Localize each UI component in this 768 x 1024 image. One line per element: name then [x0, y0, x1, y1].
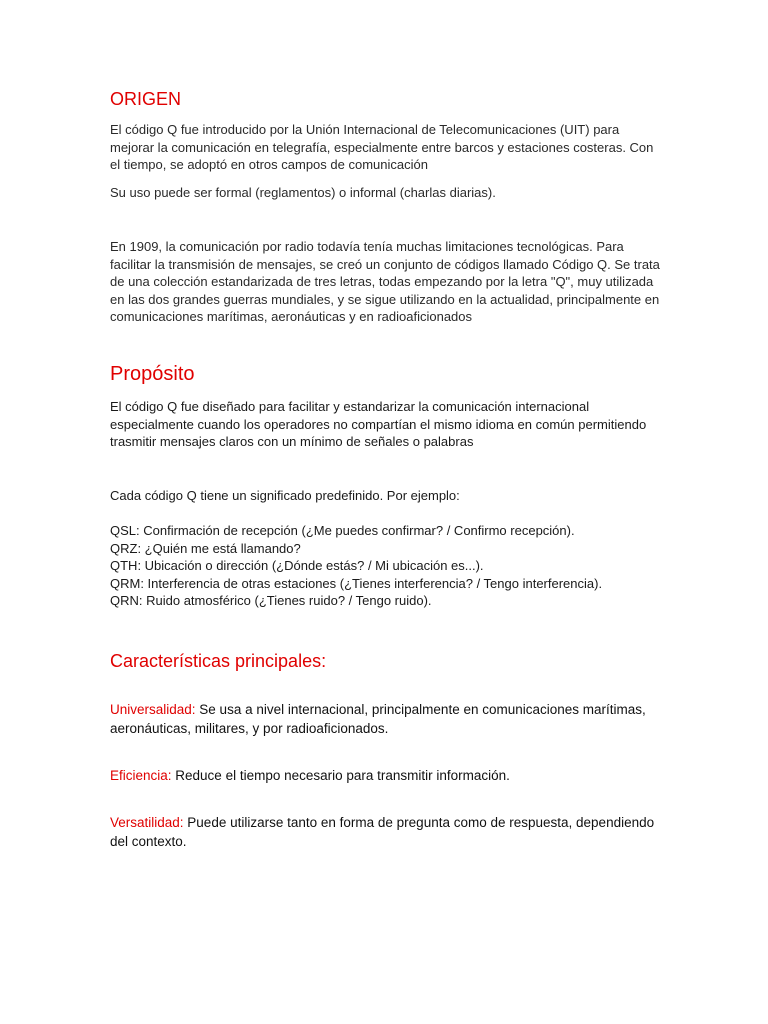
feature-label: Versatilidad: [110, 815, 184, 830]
q-code-item: QRN: Ruido atmosférico (¿Tienes ruido? / Tengo ruido). [110, 593, 432, 608]
feature-text: Puede utilizarse tanto en forma de pregunta como de respuesta, dependiendo del contexto. [110, 815, 655, 849]
origen-paragraph-1: El código Q fue introducido por la Unión Internacional de Telecomunicaciones (UIT) para mejorar la comunicación en telegrafía, especialmente entre barcos y estaciones costeras. Con el tiempo, se adoptó en otros campos de comunicación [110, 122, 654, 172]
q-code-list [110, 522, 665, 610]
feature-label: Universalidad: [110, 702, 196, 717]
feature-eficiencia [110, 766, 665, 785]
proposito-paragraph-1: El código Q fue diseñado para facilitar y estandarizar la comunicación internacional especialmente cuando los operadores no compartían el mismo idioma en común permitiendo trasmitir mensajes claros con un mínimo de señales o palabras [110, 399, 647, 449]
q-code-item: QRZ: ¿Quién me está llamando? [110, 540, 301, 556]
origen-heading: ORIGEN [110, 89, 182, 109]
feature-universalidad [110, 700, 665, 738]
caracteristicas-heading: Características principales: [110, 651, 327, 671]
feature-text: Se usa a nivel internacional, principalmente en comunicaciones marítimas, aeronáuticas, militares, y por radioaficionados. [110, 702, 646, 736]
origen-paragraph-3: En 1909, la comunicación por radio todavía tenía muchas limitaciones tecnológicas. Para facilitar la transmisión de mensajes, se creó un conjunto de códigos llamado Código Q. Se trata de una colección estandarizada de tres letras, todas empezando por la letra "Q", muy utilizada en las dos grandes guerras mundiales, y se sigue utilizando en la actualidad, principalmente en comunicaciones marítimas, aeronáuticas y en radioaficionados [110, 239, 660, 324]
feature-text: Reduce el tiempo necesario para transmitir información. [171, 768, 510, 783]
proposito-intro: Cada código Q tiene un significado predefinido. Por ejemplo: [110, 488, 460, 503]
feature-label: Eficiencia: [110, 768, 172, 783]
origen-paragraph-2: Su uso puede ser formal (reglamentos) o informal (charlas diarias). [110, 185, 496, 200]
feature-versatilidad [110, 813, 665, 851]
q-code-item: QSL: Confirmación de recepción (¿Me puedes confirmar? / Confirmo recepción). [110, 523, 575, 538]
q-code-item: QTH: Ubicación o dirección (¿Dónde estás? / Mi ubicación es...). [110, 558, 484, 573]
q-code-item: QRM: Interferencia de otras estaciones (¿Tienes interferencia? / Tengo interferencia). [110, 575, 603, 591]
proposito-heading: Propósito [110, 363, 195, 385]
